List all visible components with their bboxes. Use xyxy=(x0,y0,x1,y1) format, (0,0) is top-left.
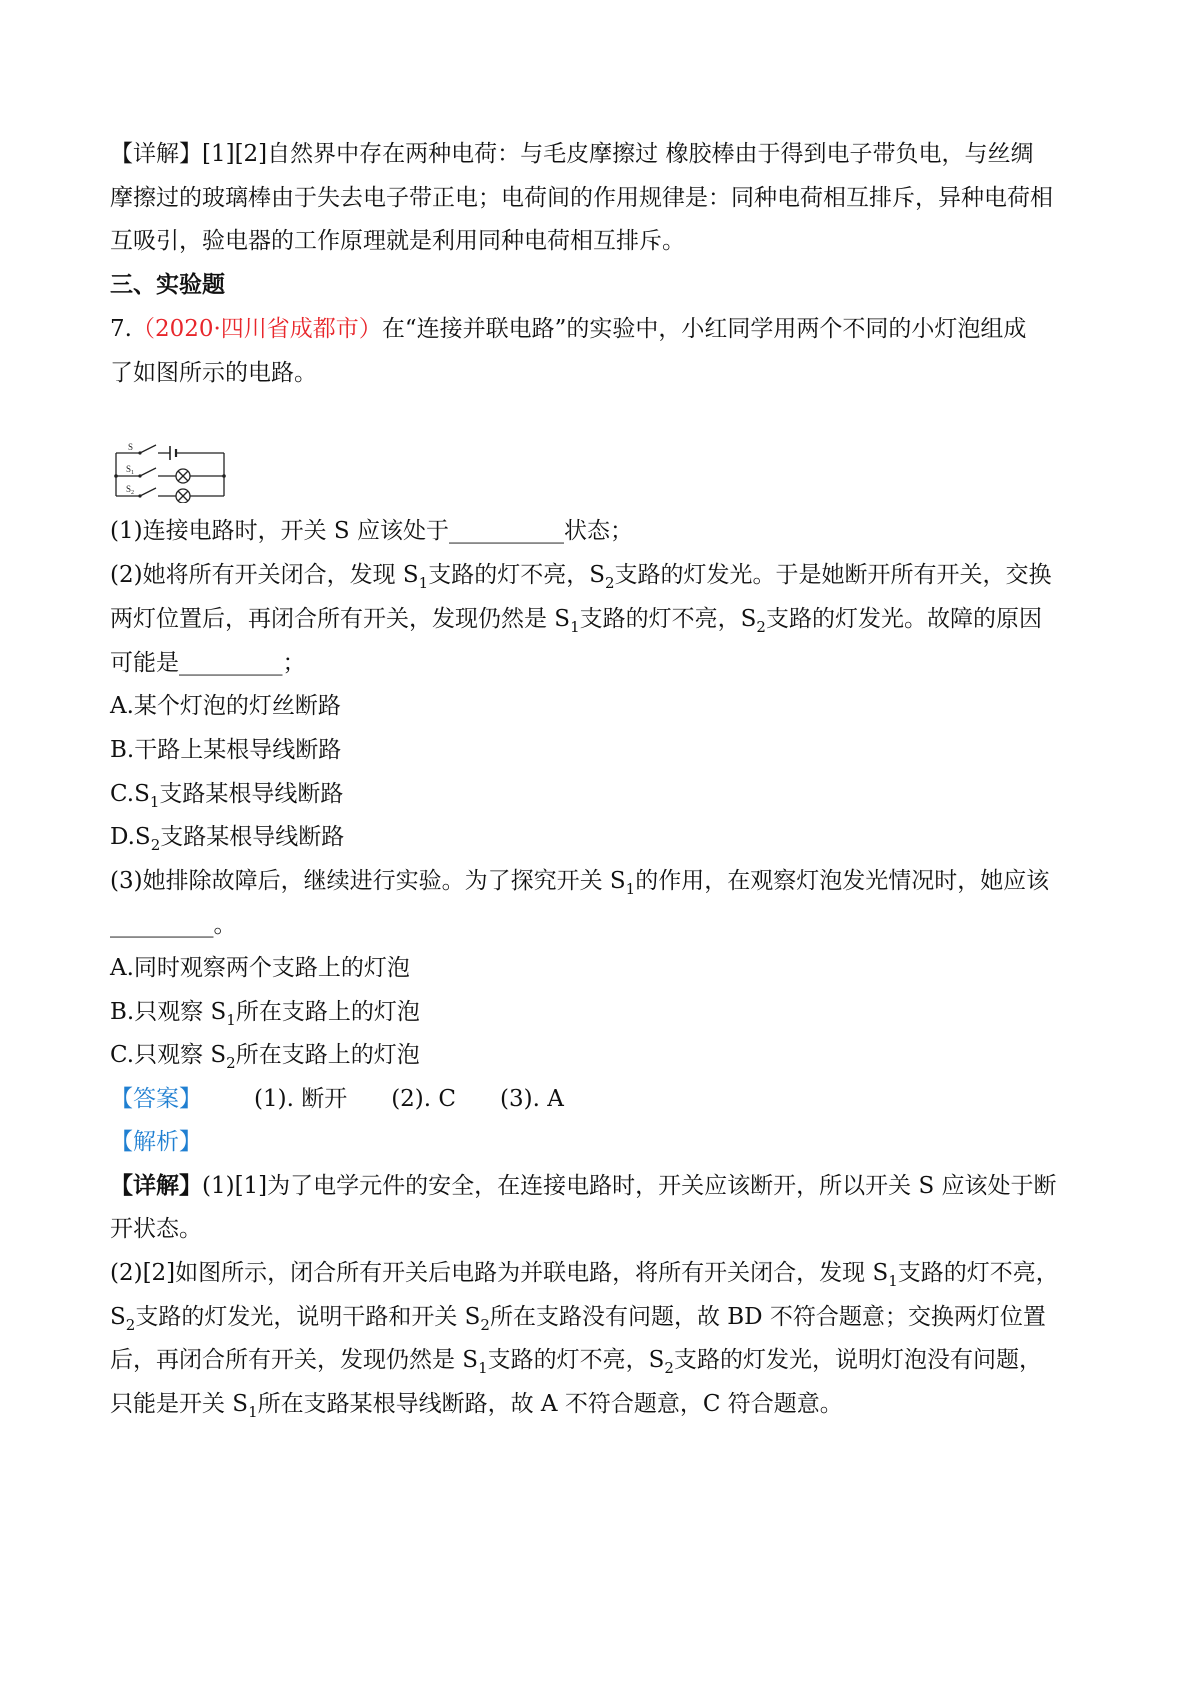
part2-option-d: $D.S_2$支路某根导线断路 xyxy=(110,824,345,854)
detail2-line3: (2)[2]如图所示，闭合所有开关后电路为并联电路，将所有开关闭合，发现 $S_1$支路的灯不亮， xyxy=(110,1260,1059,1290)
section-title: 三、实验题 xyxy=(110,271,225,298)
answer-item-3: (3). A xyxy=(500,1086,564,1112)
question-stem-line1 xyxy=(110,314,1026,344)
question-source: （2020·四川省成都市） xyxy=(131,316,382,342)
answer-item-2: (2). C xyxy=(391,1086,457,1112)
circuit-label-s2: $S_2$ xyxy=(126,484,135,496)
question-stem-line2: 了如图所示的电路。 xyxy=(110,360,317,386)
detail2-line5: 后，再闭合所有开关，发现仍然是 $S_1$支路的灯不亮，$S_2$支路的灯发光，说明灯泡没有问题， xyxy=(110,1347,1042,1377)
detail2-tag: 【详解】 xyxy=(110,1172,202,1199)
question-part2-line3: 可能是_________； xyxy=(110,650,306,676)
detail1-line3: 互吸引，验电器的工作原理就是利用同种电荷相互排斥。 xyxy=(110,228,685,254)
question-part2-line2: 两灯位置后，再闭合所有开关，发现仍然是 $S_1$支路的灯不亮，$S_2$支路的灯发光。故障的原因 xyxy=(110,606,1042,636)
circuit-diagram xyxy=(110,443,230,503)
detail1-line2: 摩擦过的玻璃棒由于失去电子带正电；电荷间的作用规律是：同种电荷相互排斥，异种电荷相 xyxy=(110,185,1053,211)
circuit-label-s: S xyxy=(128,443,134,452)
detail2-line4: $S_2$支路的灯发光，说明干路和开关 $S_2$所在支路没有问题，故 BD 不符合题意；交换两灯位置 xyxy=(110,1304,1046,1334)
analysis-label: 【解析】 xyxy=(110,1129,202,1155)
part2-option-b: B.干路上某根导线断路 xyxy=(110,737,342,763)
part3-option-b: B.只观察 $S_1$所在支路上的灯泡 xyxy=(110,999,420,1029)
answer-line xyxy=(110,1084,564,1114)
detail1-line1: 【详解】[1][2]自然界中存在两种电荷：与毛皮摩擦过 橡胶棒由于得到电子带负电，与丝绸 xyxy=(110,141,1034,167)
question-number: 7. xyxy=(110,316,132,342)
answer-label: 【答案】 xyxy=(110,1086,202,1112)
part3-option-a: A.同时观察两个支路上的灯泡 xyxy=(110,955,410,981)
question-part3-line1: (3)她排除故障后，继续进行实验。为了探究开关 $S_1$的作用，在观察灯泡发光情况时，她应该 xyxy=(110,868,1050,898)
detail2-line2: 开状态。 xyxy=(110,1216,202,1242)
part3-option-c: C.只观察 $S_2$所在支路上的灯泡 xyxy=(110,1042,420,1072)
part2-option-c: $C.S_1$支路某根导线断路 xyxy=(110,781,344,811)
detail2-line6: 只能是开关 $S_1$所在支路某根导线断路，故 A 不符合题意，C 符合题意。 xyxy=(110,1391,843,1421)
detail2-line1: 【详解】(1)[1]为了电学元件的安全，在连接电路时，开关应该断开，所以开关 S 应该处于断 xyxy=(110,1172,1057,1199)
question-part3-line2: _________。 xyxy=(110,912,237,938)
part2-option-a: A.某个灯泡的灯丝断路 xyxy=(110,693,341,719)
question-stem: 在“连接并联电路”的实验中，小红同学用两个不同的小灯泡组成 xyxy=(381,316,1027,342)
question-part2-line1: (2)她将所有开关闭合，发现 $S_1$支路的灯不亮，$S_2$支路的灯发光。于是她断开所有开关，交换 xyxy=(110,562,1052,592)
answer-item-1: (1). 断开 xyxy=(254,1086,348,1112)
question-part1: (1)连接电路时，开关 S 应该处于__________状态； xyxy=(110,518,633,544)
circuit-label-s1: $S_1$ xyxy=(126,464,135,476)
